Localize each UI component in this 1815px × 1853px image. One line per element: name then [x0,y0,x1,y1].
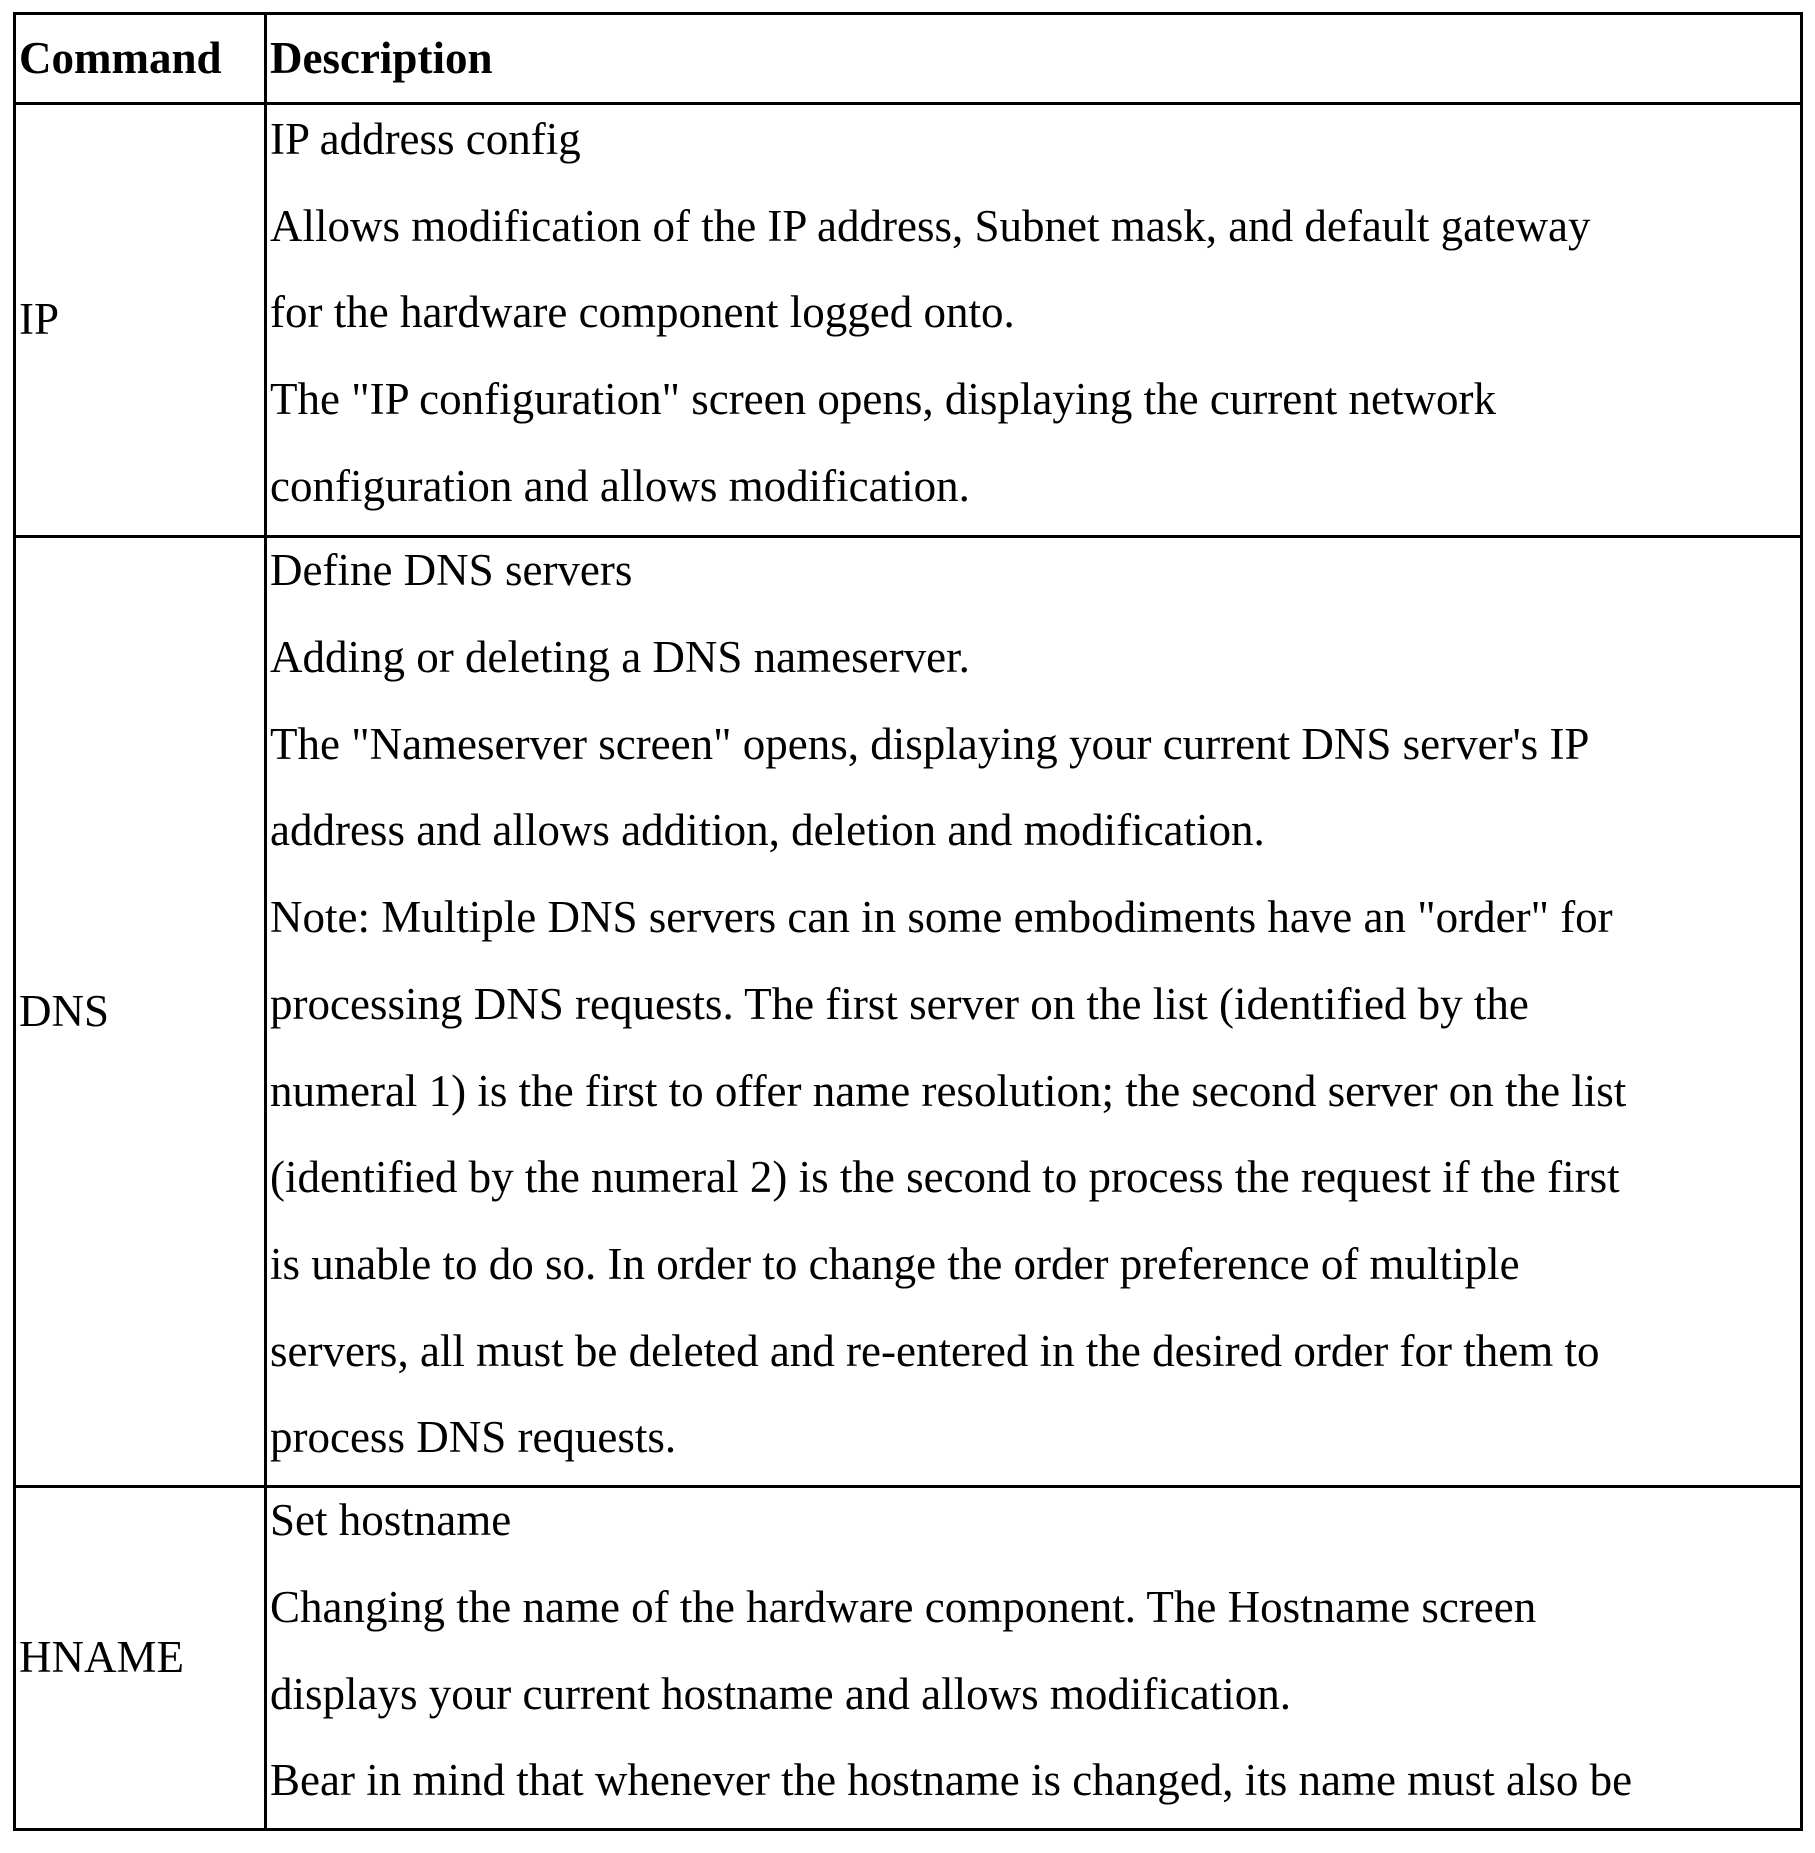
description-line: processing DNS requests. The first server on the list (identified by the [270,978,1529,1029]
description-line: Set hostname [270,1495,512,1546]
description-line: Note: Multiple DNS servers can in some embodiments have an "order" for [270,892,1613,943]
table-row-dns [15,536,1802,1486]
description-line: for the hardware component logged onto. [270,287,1015,338]
description-line: The "IP configuration" screen opens, displaying the current network [270,374,1496,425]
description-line: Allows modification of the IP address, Subnet mask, and default gateway [270,200,1591,251]
description-line: The "Nameserver screen" opens, displaying your current DNS server's IP [270,718,1590,769]
header-row [15,14,1802,104]
description-line: displays your current hostname and allows modification. [270,1668,1292,1719]
command-cell: DNS [15,536,266,1486]
description-line: servers, all must be deleted and re-entered in the desired order for them to [270,1325,1600,1376]
command-cell: IP [15,103,266,536]
description-cell [266,536,1802,1486]
header-description: Description [266,14,1802,104]
description-line: (identified by the numeral 2) is the second to process the request if the first [270,1152,1620,1203]
description-line: configuration and allows modification. [270,460,970,511]
command-cell: HNAME [15,1486,266,1829]
description-line: Bear in mind that whenever the hostname is changed, its name must also be [270,1755,1633,1806]
description-line: Changing the name of the hardware component. The Hostname screen [270,1582,1537,1632]
table-row-ip [15,103,1802,536]
description-line: is unable to do so. In order to change the order preference of multiple [270,1238,1520,1289]
description-line: process DNS requests. [270,1412,677,1463]
header-command: Command [15,14,266,104]
description-line: numeral 1) is the first to offer name resolution; the second server on the list [270,1065,1627,1116]
description-cell [266,103,1802,536]
description-line: address and allows addition, deletion and modification. [270,805,1265,856]
description-cell [266,1486,1802,1829]
command-table [13,12,1803,1831]
table-row-hname [15,1486,1802,1829]
description-line: IP address config [270,113,581,164]
description-line: Define DNS servers [270,545,633,596]
description-line: Adding or deleting a DNS nameserver. [270,632,970,683]
